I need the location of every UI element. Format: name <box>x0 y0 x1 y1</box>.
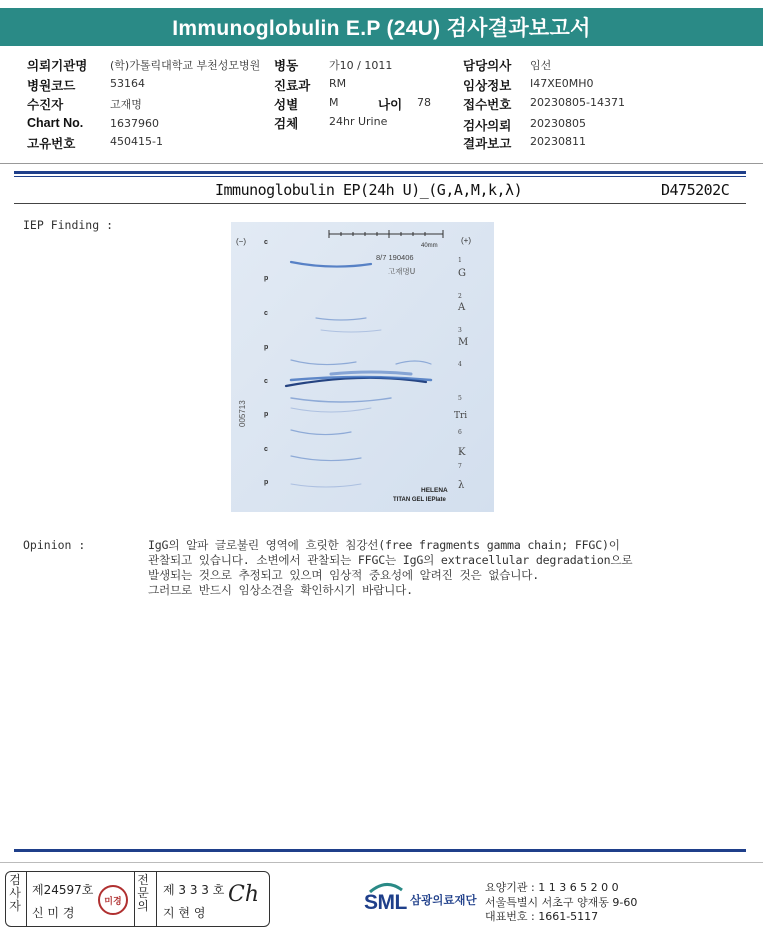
lane-number: 4 <box>458 361 462 368</box>
sml-logo <box>364 880 408 918</box>
lane-number: 1 <box>458 257 462 264</box>
lane-letter: p <box>264 275 269 282</box>
footer-rule <box>14 849 746 852</box>
value-report-date: 20230811 <box>530 135 586 148</box>
report-title: Immunoglobulin E.P (24U) 검사결과보고서 <box>0 8 763 46</box>
examiner-license: 제24597호 <box>32 883 94 897</box>
footer-rule-thin <box>0 862 763 863</box>
label-chart-no: Chart No. <box>27 116 84 130</box>
org-address: 서울특별시 서초구 양재동 9-60 <box>485 896 638 909</box>
label-receipt-no: 접수번호 <box>463 98 512 112</box>
value-receipt-no: 20230805-14371 <box>530 96 625 109</box>
lane-name: M <box>458 337 469 348</box>
reviewer-license: 제 3 3 3 호 <box>163 883 225 897</box>
lane-name: Tri <box>454 411 468 421</box>
reviewer-signature: Ch <box>228 882 260 907</box>
minus-label: (−) <box>236 237 246 246</box>
iep-gel-image <box>231 222 494 512</box>
lane-number: 2 <box>458 293 462 300</box>
value-request-date: 20230805 <box>530 117 586 130</box>
org-code: 요양기관 : 1 1 3 6 5 2 0 0 <box>485 881 619 894</box>
examiner-name: 신 미 경 <box>32 906 75 920</box>
side-number: 005713 <box>238 400 247 427</box>
divider-blue <box>14 171 746 174</box>
label-report-date: 결과보고 <box>463 137 512 151</box>
opinion-line: 발생되는 것으로 추정되고 있으며 임상적 중요성에 알려진 것은 없습니다. <box>148 568 540 582</box>
lane-letter: p <box>264 411 269 418</box>
iep-finding-label: IEP Finding : <box>23 218 114 232</box>
label-clinical-info: 임상정보 <box>463 79 512 93</box>
lane-name: K <box>458 447 466 458</box>
label-ward: 병동 <box>272 56 298 74</box>
label-specimen: 검체 <box>274 117 299 131</box>
value-age: 78 <box>417 96 431 109</box>
lane-number: 7 <box>458 463 462 470</box>
logo-text: SML <box>364 891 407 914</box>
patient-info <box>0 50 763 160</box>
lane-letter: c <box>264 310 268 317</box>
handwritten-patient: 고재명U <box>388 267 416 276</box>
sample-id: 8/7 190406 <box>376 253 414 262</box>
opinion-line: 그러므로 반드시 임상소견을 확인하시기 바랍니다. <box>148 583 413 597</box>
gel-brand: HELENA <box>421 487 448 494</box>
lane-name: A <box>458 302 466 313</box>
opinion-label: Opinion : <box>23 538 86 552</box>
opinion-line: 관찰되고 있습니다. 소변에서 관찰되는 FFGC는 IgG의 extracellular degradation으로 <box>148 553 633 567</box>
test-name: Immunoglobulin EP(24h U)_(G,A,M,k,λ) <box>215 181 523 199</box>
value-department: RM <box>329 77 347 90</box>
value-clinical-info: I47XE0MH0 <box>530 77 594 90</box>
reviewer-label: 전문의 <box>137 873 149 913</box>
lane-letter: c <box>264 446 268 453</box>
value-specimen: 24hr Urine <box>329 115 388 128</box>
lane-letter: c <box>264 378 268 385</box>
opinion-line: IgG의 알파 글로불린 영역에 흐릿한 침강선(free fragments gamma chain; FFGC)이 <box>148 538 620 552</box>
label-age: 나이 <box>378 98 403 112</box>
value-sex: M <box>329 96 339 109</box>
lane-name: λ <box>458 480 465 491</box>
lane-number: 5 <box>458 395 462 402</box>
divider-blue-thin <box>14 176 746 177</box>
label-hospital-code: 병원코드 <box>27 79 76 93</box>
lane-number: 3 <box>458 327 462 334</box>
gel-brand-sub: TITAN GEL IEPlate <box>393 497 446 503</box>
label-request-date: 검사의뢰 <box>463 119 512 133</box>
divider <box>26 872 27 926</box>
examiner-label: 검사자 <box>9 873 21 913</box>
label-unique-no: 고유번호 <box>27 137 76 151</box>
value-chart-no: 1637960 <box>110 117 159 130</box>
lane-letter: p <box>264 479 269 486</box>
lane-letter: p <box>264 344 269 351</box>
value-ward: 가10 / 1011 <box>329 59 393 72</box>
divider <box>0 163 763 164</box>
divider <box>14 203 746 204</box>
label-patient-name: 수진자 <box>27 98 64 112</box>
reviewer-name: 지 현 영 <box>163 906 206 920</box>
org-name: 삼광의료재단 <box>410 893 477 907</box>
test-code: D475202C <box>661 181 730 199</box>
signature-box <box>5 871 270 927</box>
divider <box>134 872 135 926</box>
org-phone: 대표번호 : 1661-5117 <box>485 910 599 923</box>
label-department: 진료과 <box>274 79 311 93</box>
value-requesting-hospital: (학)가톨릭대학교 부천성모병원 <box>110 59 261 72</box>
label-sex: 성별 <box>274 98 299 112</box>
value-hospital-code: 53164 <box>110 77 145 90</box>
lane-number: 6 <box>458 429 462 436</box>
examiner-seal: 미경 <box>98 885 128 915</box>
lane-letter: c <box>264 239 268 246</box>
lane-name: G <box>458 268 466 279</box>
divider <box>156 872 157 926</box>
opinion-text <box>148 538 708 598</box>
value-patient-name: 고재명 <box>110 98 142 111</box>
scale-label: 40mm <box>421 243 438 249</box>
plus-label: (+) <box>461 236 471 245</box>
label-attending-doctor: 담당의사 <box>463 59 512 73</box>
label-requesting-hospital: 의뢰기관명 <box>27 59 88 73</box>
value-unique-no: 450415-1 <box>110 135 163 148</box>
value-attending-doctor: 임선 <box>530 59 552 72</box>
